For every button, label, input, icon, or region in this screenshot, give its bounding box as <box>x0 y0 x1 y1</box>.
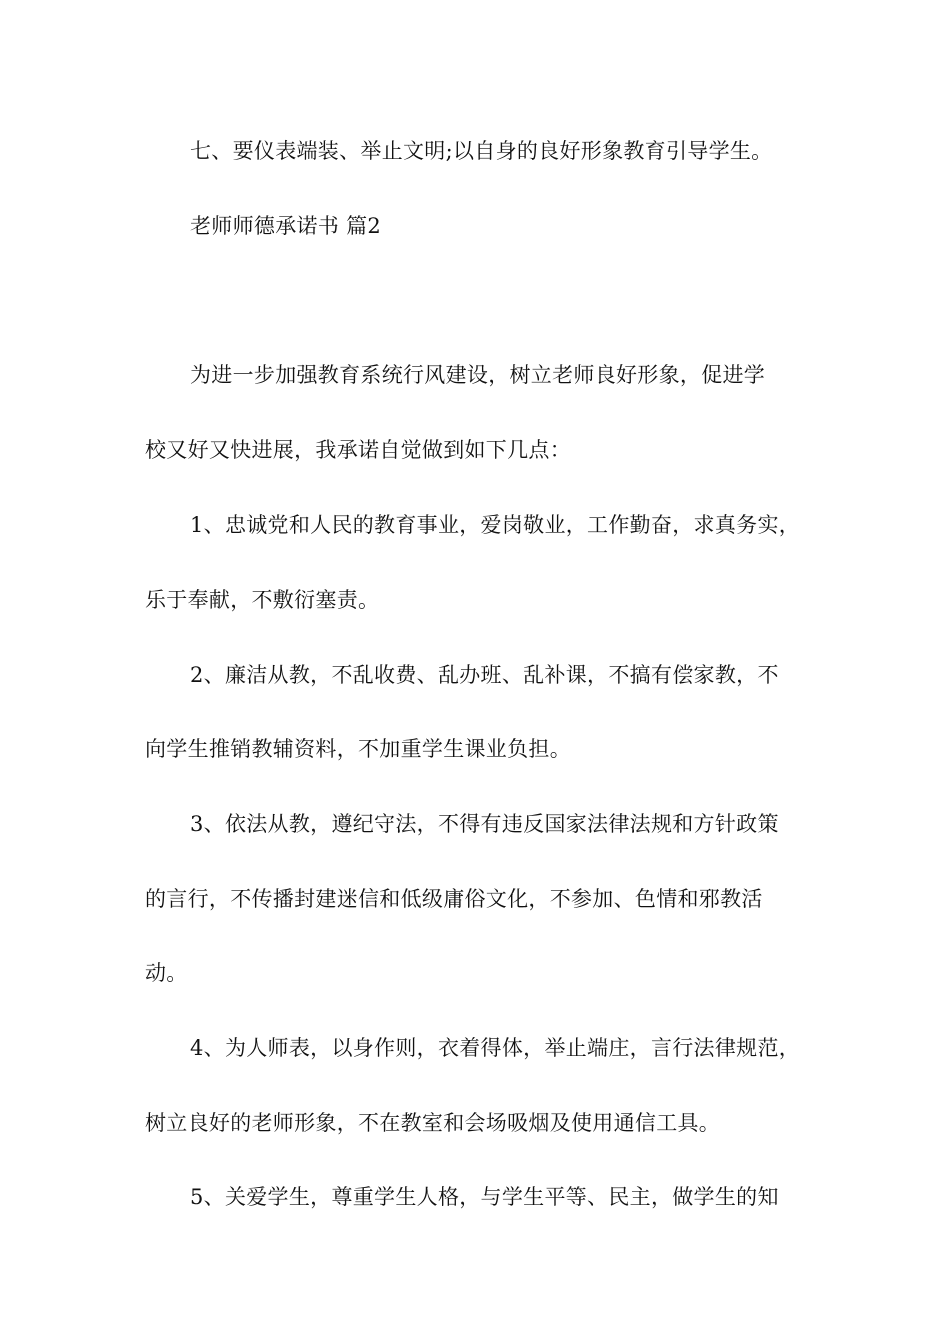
intro-paragraph-line: 为进一步加强教育系统行风建设，树立老师良好形象，促进学 <box>190 363 766 387</box>
paragraph-item-4: 4、为人师表，以身作则，衣着得体，举止端庄，言行法律规范， <box>190 1036 801 1060</box>
intro-paragraph-line: 校又好又快进展，我承诺自觉做到如下几点： <box>145 438 571 462</box>
paragraph-item-3: 3、依法从教，遵纪守法，不得有违反国家法律法规和方针政策 <box>190 812 779 836</box>
paragraph-item-1: 1、忠诚党和人民的教育事业，爱岗敬业，工作勤奋，求真务实， <box>190 513 801 537</box>
paragraph-item-7: 七、要仪表端装、举止文明;以自身的良好形象教育引导学生。 <box>190 139 773 163</box>
paragraph-item-2: 2、廉洁从教，不乱收费、乱办班、乱补课，不搞有偿家教，不 <box>190 663 779 687</box>
paragraph-item-4-cont: 树立良好的老师形象，不在教室和会场吸烟及使用通信工具。 <box>145 1111 721 1135</box>
paragraph-item-5: 5、关爱学生，尊重学生人格，与学生平等、民主，做学生的知 <box>190 1185 779 1209</box>
section-heading: 老师师德承诺书 篇2 <box>190 214 382 238</box>
paragraph-item-2-cont: 向学生推销教辅资料，不加重学生课业负担。 <box>145 737 571 761</box>
paragraph-item-3-cont: 的言行，不传播封建迷信和低级庸俗文化，不参加、色情和邪教活 <box>145 887 763 911</box>
paragraph-item-3-cont: 动。 <box>145 961 188 985</box>
paragraph-item-1-cont: 乐于奉献，不敷衍塞责。 <box>145 588 380 612</box>
